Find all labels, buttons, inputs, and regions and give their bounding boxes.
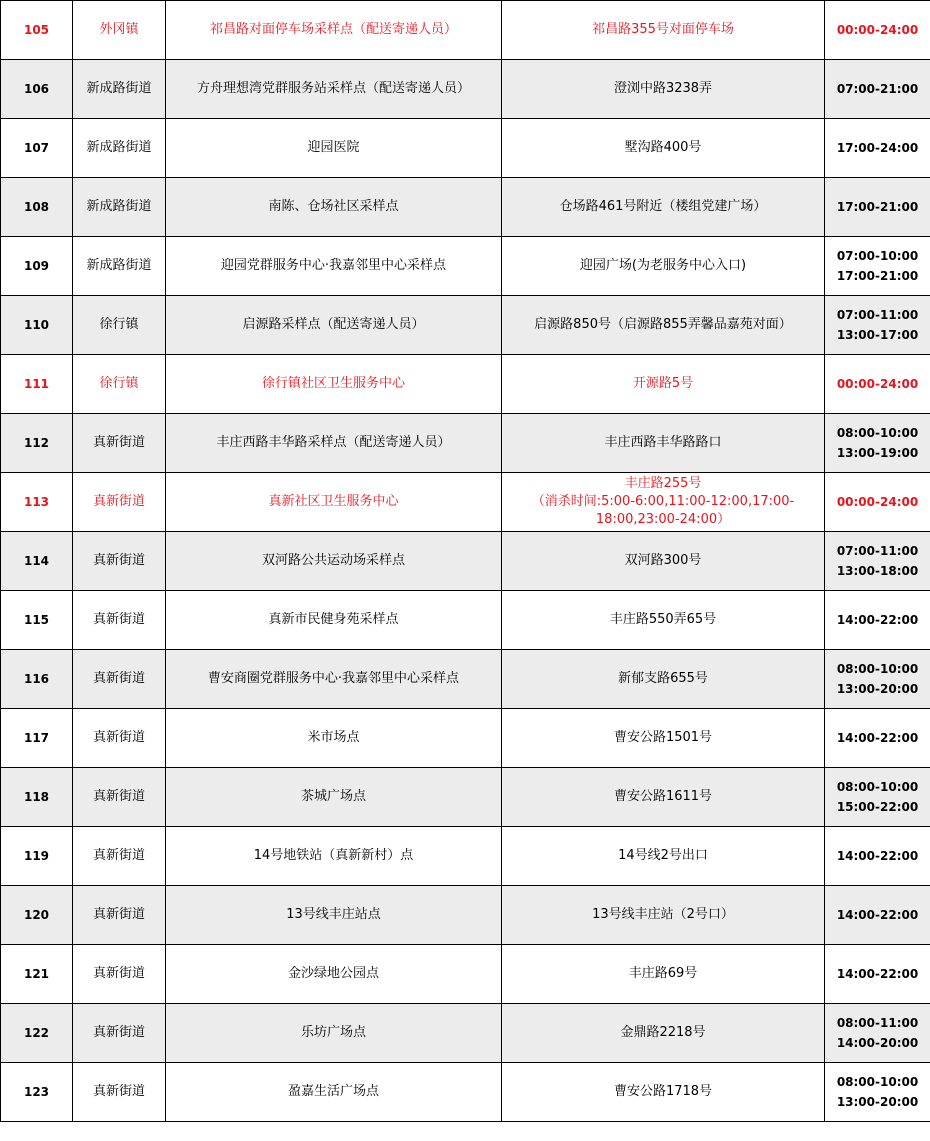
address-line: 丰庄路550弄65号 — [609, 612, 717, 627]
town-cell: 真新街道 — [73, 591, 166, 650]
hours-line: 15:00-22:00 — [836, 800, 919, 814]
table-row — [1, 591, 930, 650]
address-cell — [502, 532, 825, 591]
table-row — [1, 827, 930, 886]
site-name-cell: 茶城广场点 — [166, 768, 502, 827]
hours-line: 07:00-10:00 — [836, 249, 919, 263]
hours-cell — [825, 945, 930, 1004]
site-name-cell: 迎园党群服务中心·我嘉邻里中心采样点 — [166, 237, 502, 296]
row-number: 120 — [1, 886, 73, 945]
hours-line: 14:00-22:00 — [836, 967, 919, 981]
site-name-cell: 真新社区卫生服务中心 — [166, 473, 502, 532]
site-name-cell: 南陈、仓场社区采样点 — [166, 178, 502, 237]
address-cell — [502, 827, 825, 886]
address-line: 祁昌路355号对面停车场 — [592, 22, 734, 37]
hours-line: 07:00-21:00 — [836, 82, 919, 96]
hours-cell — [825, 768, 930, 827]
row-number: 123 — [1, 1063, 73, 1122]
table-row — [1, 60, 930, 119]
address-line: 仓场路461号附近（楼组党建广场） — [559, 199, 767, 214]
site-name-cell: 14号地铁站（真新新村）点 — [166, 827, 502, 886]
hours-cell — [825, 237, 930, 296]
table-row — [1, 945, 930, 1004]
hours-cell — [825, 886, 930, 945]
town-cell: 徐行镇 — [73, 355, 166, 414]
town-cell: 真新街道 — [73, 473, 166, 532]
hours-line: 17:00-21:00 — [836, 269, 919, 283]
hours-line: 14:00-22:00 — [836, 908, 919, 922]
address-cell — [502, 60, 825, 119]
town-cell: 真新街道 — [73, 827, 166, 886]
table-row — [1, 119, 930, 178]
row-number: 116 — [1, 650, 73, 709]
hours-cell — [825, 591, 930, 650]
hours-cell — [825, 650, 930, 709]
row-number: 115 — [1, 591, 73, 650]
address-line: 丰庄路255号 — [624, 476, 702, 491]
row-number: 117 — [1, 709, 73, 768]
address-line: （消杀时间:5:00-6:00,11:00-12:00,17:00- — [531, 494, 795, 509]
hours-cell — [825, 532, 930, 591]
row-number: 105 — [1, 1, 73, 60]
town-cell: 真新街道 — [73, 709, 166, 768]
address-cell — [502, 1, 825, 60]
hours-line: 08:00-10:00 — [836, 426, 919, 440]
hours-cell — [825, 827, 930, 886]
row-number: 108 — [1, 178, 73, 237]
site-name-cell: 金沙绿地公园点 — [166, 945, 502, 1004]
hours-line: 14:00-22:00 — [836, 849, 919, 863]
hours-line: 14:00-20:00 — [836, 1036, 919, 1050]
site-name-cell: 启源路采样点（配送寄递人员） — [166, 296, 502, 355]
site-name-cell: 盈嘉生活广场点 — [166, 1063, 502, 1122]
address-cell — [502, 237, 825, 296]
table-row — [1, 1063, 930, 1122]
address-line: 曹安公路1718号 — [613, 1084, 713, 1099]
table-body — [1, 1, 930, 1122]
address-cell — [502, 296, 825, 355]
address-line: 墅沟路400号 — [624, 140, 702, 155]
town-cell: 真新街道 — [73, 768, 166, 827]
address-cell — [502, 414, 825, 473]
address-cell — [502, 768, 825, 827]
table-row — [1, 1004, 930, 1063]
row-number: 114 — [1, 532, 73, 591]
hours-cell — [825, 1, 930, 60]
town-cell: 外冈镇 — [73, 1, 166, 60]
address-line: 曹安公路1611号 — [613, 789, 713, 804]
row-number: 121 — [1, 945, 73, 1004]
address-cell — [502, 709, 825, 768]
site-name-cell: 13号线丰庄站点 — [166, 886, 502, 945]
table-row — [1, 237, 930, 296]
table-row — [1, 709, 930, 768]
town-cell: 新成路街道 — [73, 119, 166, 178]
hours-line: 13:00-17:00 — [836, 328, 919, 342]
hours-line: 08:00-10:00 — [836, 780, 919, 794]
town-cell: 真新街道 — [73, 945, 166, 1004]
table-row — [1, 532, 930, 591]
table-row — [1, 886, 930, 945]
site-name-cell: 米市场点 — [166, 709, 502, 768]
table-row — [1, 414, 930, 473]
hours-cell — [825, 473, 930, 532]
address-line: 迎园广场(为老服务中心入口) — [579, 258, 747, 273]
hours-line: 13:00-20:00 — [836, 1095, 919, 1109]
table-row — [1, 355, 930, 414]
row-number: 112 — [1, 414, 73, 473]
row-number: 111 — [1, 355, 73, 414]
site-name-cell: 祁昌路对面停车场采样点（配送寄递人员） — [166, 1, 502, 60]
address-cell — [502, 473, 825, 532]
hours-line: 14:00-22:00 — [836, 613, 919, 627]
address-cell — [502, 1063, 825, 1122]
hours-line: 13:00-19:00 — [836, 446, 919, 460]
address-line: 13号线丰庄站（2号口） — [592, 907, 734, 922]
table-row — [1, 768, 930, 827]
site-name-cell: 双河路公共运动场采样点 — [166, 532, 502, 591]
address-cell — [502, 355, 825, 414]
town-cell: 真新街道 — [73, 1063, 166, 1122]
address-cell — [502, 886, 825, 945]
table-row — [1, 650, 930, 709]
site-name-cell: 方舟理想湾党群服务站采样点（配送寄递人员） — [166, 60, 502, 119]
hours-line: 17:00-24:00 — [836, 141, 919, 155]
town-cell: 新成路街道 — [73, 237, 166, 296]
site-name-cell: 真新市民健身苑采样点 — [166, 591, 502, 650]
town-cell: 真新街道 — [73, 650, 166, 709]
table-row — [1, 1, 930, 60]
hours-line: 00:00-24:00 — [836, 495, 919, 509]
hours-cell — [825, 296, 930, 355]
row-number: 119 — [1, 827, 73, 886]
hours-line: 08:00-10:00 — [836, 662, 919, 676]
row-number: 118 — [1, 768, 73, 827]
table-row — [1, 178, 930, 237]
site-name-cell: 徐行镇社区卫生服务中心 — [166, 355, 502, 414]
row-number: 107 — [1, 119, 73, 178]
hours-line: 08:00-10:00 — [836, 1075, 919, 1089]
address-line: 曹安公路1501号 — [613, 730, 713, 745]
address-cell — [502, 591, 825, 650]
hours-line: 14:00-22:00 — [836, 731, 919, 745]
hours-line: 13:00-20:00 — [836, 682, 919, 696]
address-line: 14号线2号出口 — [618, 848, 708, 863]
address-line: 金鼎路2218号 — [620, 1025, 706, 1040]
hours-line: 13:00-18:00 — [836, 564, 919, 578]
hours-line: 08:00-11:00 — [836, 1016, 919, 1030]
town-cell: 徐行镇 — [73, 296, 166, 355]
address-line: 丰庄路69号 — [628, 966, 698, 981]
hours-cell — [825, 1004, 930, 1063]
address-line: 18:00,23:00-24:00） — [595, 512, 731, 527]
town-cell: 真新街道 — [73, 532, 166, 591]
hours-cell — [825, 119, 930, 178]
row-number: 109 — [1, 237, 73, 296]
address-line: 澄浏中路3238弄 — [613, 81, 713, 96]
town-cell: 新成路街道 — [73, 60, 166, 119]
hours-line: 00:00-24:00 — [836, 377, 919, 391]
address-line: 启源路850号（启源路855弄馨品嘉苑对面） — [534, 317, 792, 332]
address-line: 新郁支路655号 — [618, 671, 708, 686]
town-cell: 真新街道 — [73, 886, 166, 945]
town-cell: 真新街道 — [73, 414, 166, 473]
address-cell — [502, 119, 825, 178]
hours-cell — [825, 355, 930, 414]
row-number: 106 — [1, 60, 73, 119]
address-line: 丰庄西路丰华路路口 — [604, 435, 722, 450]
site-name-cell: 乐坊广场点 — [166, 1004, 502, 1063]
hours-cell — [825, 709, 930, 768]
hours-line: 07:00-11:00 — [836, 544, 919, 558]
table-row — [1, 473, 930, 532]
town-cell: 真新街道 — [73, 1004, 166, 1063]
address-cell — [502, 178, 825, 237]
address-cell — [502, 1004, 825, 1063]
row-number: 110 — [1, 296, 73, 355]
hours-line: 07:00-11:00 — [836, 308, 919, 322]
town-cell: 新成路街道 — [73, 178, 166, 237]
site-name-cell: 丰庄西路丰华路采样点（配送寄递人员） — [166, 414, 502, 473]
site-name-cell: 曹安商圈党群服务中心·我嘉邻里中心采样点 — [166, 650, 502, 709]
hours-cell — [825, 1063, 930, 1122]
hours-line: 00:00-24:00 — [836, 23, 919, 37]
address-line: 开源路5号 — [632, 376, 694, 391]
table-row — [1, 296, 930, 355]
hours-cell — [825, 60, 930, 119]
hours-cell — [825, 414, 930, 473]
hours-cell — [825, 178, 930, 237]
hours-line: 17:00-21:00 — [836, 200, 919, 214]
address-line: 双河路300号 — [624, 553, 702, 568]
site-name-cell: 迎园医院 — [166, 119, 502, 178]
address-cell — [502, 945, 825, 1004]
row-number: 122 — [1, 1004, 73, 1063]
row-number: 113 — [1, 473, 73, 532]
address-cell — [502, 650, 825, 709]
